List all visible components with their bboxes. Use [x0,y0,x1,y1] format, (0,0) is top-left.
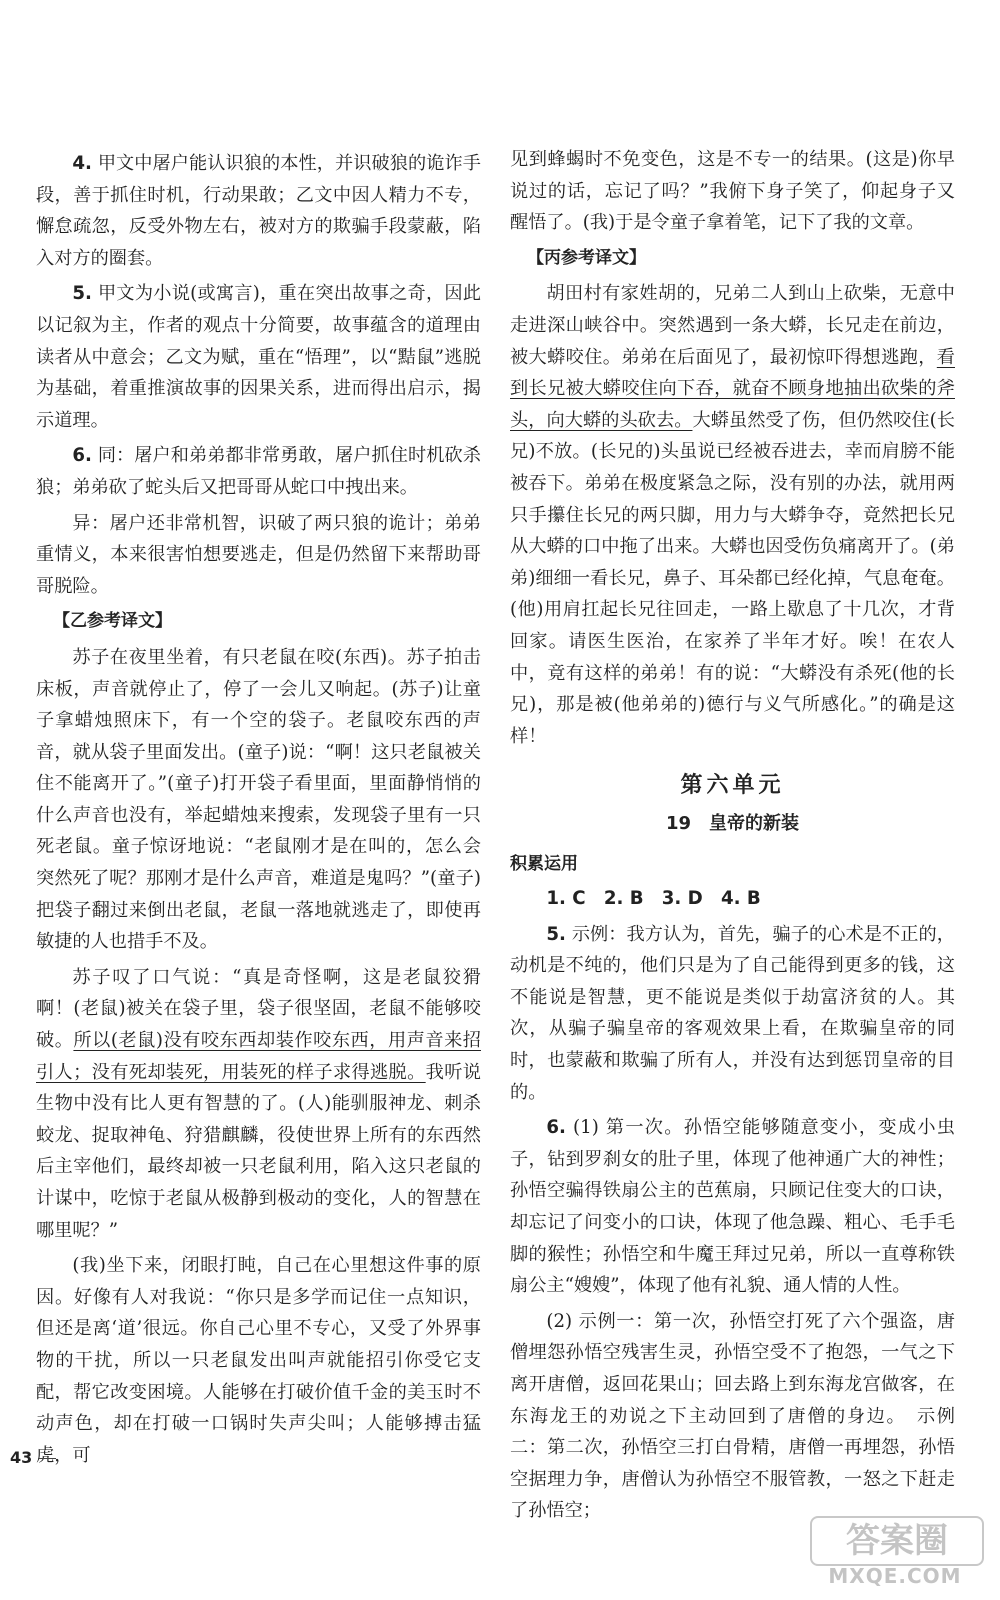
answer-q5-number: 5. [546,923,566,945]
left-column [36,148,481,1475]
answer-q6-number: 6. [546,1117,566,1139]
answer-q5 [510,919,955,1109]
yi-paragraph-2-end: 我听说生物中没有比人更有智慧的了。(人)能驯服神龙、刺杀蛟龙、捉取神龟、狩猎麒麟，役使世界上所有的东西然后主宰他们，最终却被一只老鼠利用，陷入这只老鼠的计谋中，吃惊于老鼠从极静到极动的变化，人的智慧在哪里呢？” [36,1061,481,1241]
answer-5-text: 甲文为小说(或寓言)，重在突出故事之奇，因此以记叙为主，作者的观点十分简要，故事蕴含的道理由读者从中意会；乙文为赋，重在“悟理”，以“黠鼠”逃脱为基础，着重推演故事的因果关系，进而得出启示，揭示道理。 [36,283,481,431]
answer-5-number: 5. [72,283,92,305]
page-number [10,1448,56,1467]
yi-translation-heading: 【乙参考译文】 [53,611,172,632]
answer-q6-part1 [510,1112,955,1302]
answer-4-text: 甲文中屠户能认识狼的本性，并识破狼的诡诈手段，善于抓住时机，行动果敢；乙文中因人精力不专，懈怠疏忽，反受外物左右，被对方的欺骗手段蒙蔽，陷入对方的圈套。 [36,153,481,269]
bing-translation-heading: 【丙参考译文】 [527,247,646,268]
yi-paragraph-3: (我)坐下来，闭眼打盹，自己在心里想这件事的原因。好像有人对我说：“你只是多学而记住一点知识，但还是离‘道’很远。你自己心里不专心，又受了外界事物的干扰，所以一只老鼠发出叫声就能招引你受它支配，帮它改变困境。人能够在打破价值千金的美玉时不动声色，却在打破一口锅时失声尖叫；人能够搏击猛虎，可 [36,1255,481,1466]
answer-5 [36,278,481,436]
right-column [510,144,955,1531]
yi-paragraph-2-start: 苏子叹了口气说：“真是奇怪啊，这是老鼠狡猾啊！(老鼠)被关在袋子里，袋子很坚固，老鼠不能够咬破。 [36,966,481,1052]
watermark-url: MXQE.COM [828,1564,962,1588]
lesson-number: 19 [665,812,692,834]
yi-paragraph-1: 苏子在夜里坐着，有只老鼠在咬(东西)。苏子拍击床板，声音就停止了，停了一会儿又响起。(苏子)让童子拿蜡烛照床下，有一个空的袋子。老鼠咬东西的声音，就从袋子里面发出。(童子)说：“啊！这只老鼠被关住不能离开了。”(童子)打开袋子看里面，里面静悄悄的什么声音也没有，举起蜡烛来搜索，发现袋子里有一只死老鼠。童子惊讶地说：“老鼠刚才是在叫的，怎么会突然死了呢？那刚才是什么声音，难道是鬼吗？”(童子)把袋子翻过来倒出老鼠，老鼠一落地就逃走了，即使再敏捷的人也措手不及。 [36,646,481,953]
answer-q6-part1-text: (1) 第一次。孙悟空能够随意变小，变成小虫子，钻到罗刹女的肚子里，体现了他神通广大的神性；孙悟空骗得铁扇公主的芭蕉扇，只顾记住变大的口诀，却忘记了问变小的口诀，体现了他急躁、粗心、毛手毛脚的猴性；孙悟空和牛魔王拜过兄弟，所以一直尊称铁扇公主“嫂嫂”，体现了他有礼貌、通人情的人性。 [510,1117,955,1297]
watermark-logo-text: 答案圈 [810,1516,984,1566]
bing-paragraph-end: 大蟒虽然受了伤，但仍然咬住(长兄)不放。(长兄的)头虽说已经被吞进去，幸而肩膀不能被吞下。弟弟在极度紧急之际，没有别的办法，就用两只手攥住长兄的两只脚，用力与大蟒争夺，竟然把长兄从大蟒的口中拖了出来。大蟒也因受伤负痛离开了。(弟弟)细细一看长兄，鼻子、耳朵都已经化掉，气息奄奄。(他)用肩扛起长兄往回走，一路上歇息了十几次，才背回家。请医生医治，在家养了半年才好。唉！在农人中，竟有这样的弟弟！有的说：“大蟒没有杀死(他的长兄)，那是被(他弟弟的)德行与义气所感化。”的确是这样！ [510,409,955,747]
yi-paragraph-2-underlined: 所以(老鼠)没有咬东西却装作咬东西，用声音来招引人；没有死却装死，用装死的样子求得逃脱。 [36,1030,481,1083]
lesson-title [510,808,955,840]
section-title: 积累运用 [510,854,578,875]
answer-6-text: 同：屠户和弟弟都非常勇敢，屠户抓住时机砍杀狼；弟弟砍了蛇头后又把哥哥从蛇口中拽出来。 [36,445,481,498]
answer-4-number: 4. [72,153,92,174]
lesson-name: 皇帝的新装 [709,812,800,834]
answer-6-differences: 异：屠户还非常机智，识破了两只狼的诡计；弟弟重情义，本来很害怕想要逃走，但是仍然留下来帮助哥哥脱险。 [36,512,481,597]
yi-paragraph-2 [36,962,481,1246]
yi-paragraph-3-continued: 见到蜂蝎时不免变色，这是不专一的结果。(这是)你早说过的话，忘记了吗？”我俯下身子笑了，仰起身子又醒悟了。(我)于是令童子拿着笔，记下了我的文章。 [510,149,955,234]
bing-paragraph-underlined: 看到长兄被大蟒咬住向下吞，就奋不顾身地抽出砍柴的斧头，向大蟒的头砍去。 [510,346,955,431]
watermark-logo [810,1516,980,1588]
answer-6 [36,440,481,503]
bing-paragraph-start: 胡田村有家姓胡的，兄弟二人到山上砍柴，无意中走进深山峡谷中。突然遇到一条大蟒，长兄走在前边，被大蟒咬住。弟弟在后面见了，最初惊吓得想逃跑， [510,283,955,368]
page-number-text: 43 [10,1448,33,1467]
unit-title: 第六单元 [680,773,785,799]
answer-q6-part2: (2) 示例一：第一次，孙悟空打死了六个强盗，唐僧埋怨孙悟空残害生灵，孙悟空受不了抱怨，一气之下离开唐僧，返回花果山；回去路上到东海龙宫做客，在东海龙王的劝说之下主动回到了唐僧的身边。 示例二：第二次，孙悟空三打白骨精，唐僧一再埋怨，孙悟空据理力争，唐僧认为孙悟空不服管教，一怒之下赶走了孙悟空； [510,1310,955,1522]
page-number-rule [38,1458,56,1459]
bing-paragraph [510,278,955,752]
choice-answers: 1. C 2. B 3. D 4. B [546,888,761,910]
answer-6-number: 6. [72,445,92,467]
answer-4 [36,148,481,274]
answer-q5-text: 示例：我方认为，首先，骗子的心术是不正的，动机是不纯的，他们只是为了自己能得到更多的钱，这不能说是智慧，更不能说是类似于劫富济贫的人。其次，从骗子骗皇帝的客观效果上看，在欺骗皇帝的同时，也蒙蔽和欺骗了所有人，并没有达到惩罚皇帝的目的。 [510,923,955,1103]
